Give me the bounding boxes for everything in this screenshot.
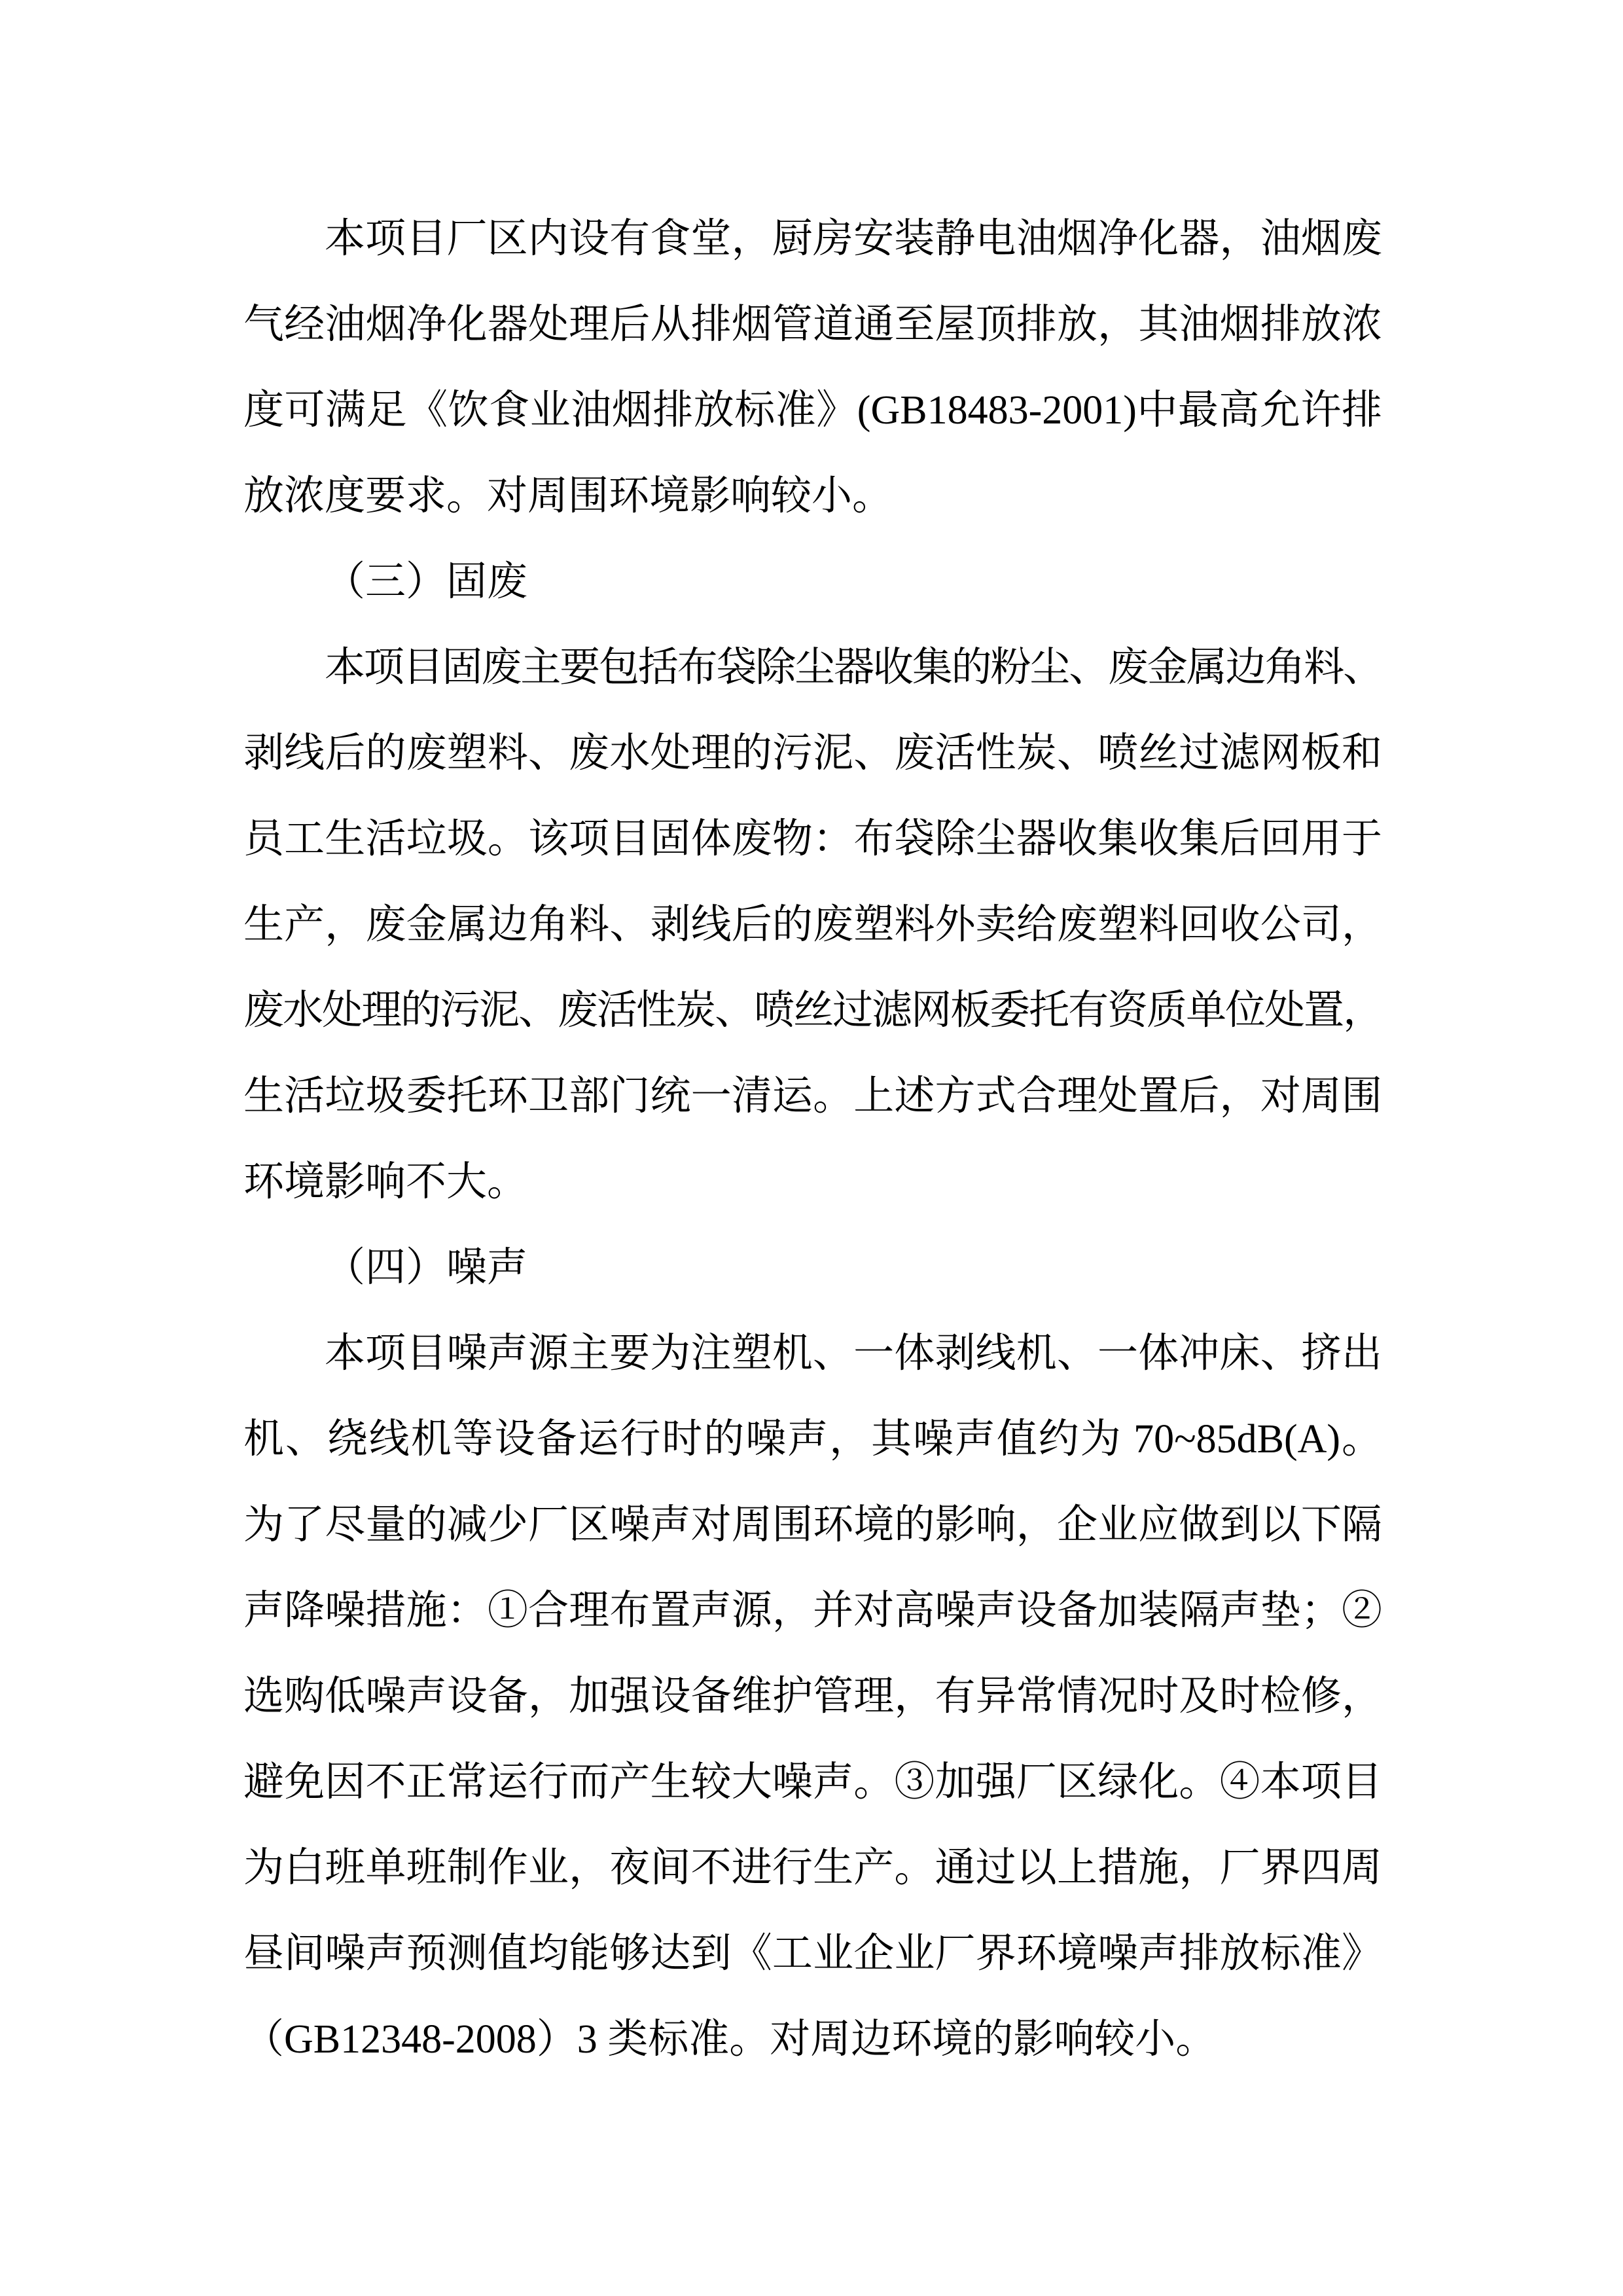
text-line: 为了尽量的减少厂区噪声对周围环境的影响，企业应做到以下隔 bbox=[243, 1503, 1382, 1547]
text-line: 选购低噪声设备，加强设备维护管理，有异常情况时及时检修， bbox=[243, 1674, 1382, 1719]
text-line: 为白班单班制作业，夜间不进行生产。通过以上措施，厂界四周 bbox=[243, 1846, 1382, 1890]
text-line: （GB12348-2008）3 类标准。对周边环境的影响较小。 bbox=[243, 2017, 1217, 2062]
text-line: 员工生活垃圾。该项目固体废物：布袋除尘器收集收集后回用于 bbox=[243, 817, 1382, 861]
section-heading: （四）噪声 bbox=[325, 1246, 528, 1290]
text-line: 剥线后的废塑料、废水处理的污泥、废活性炭、喷丝过滤网板和 bbox=[243, 731, 1382, 776]
text-line: 废水处理的污泥、废活性炭、喷丝过滤网板委托有资质单位处置， bbox=[243, 988, 1382, 1033]
text-line: 本项目厂区内设有食堂，厨房安装静电油烟净化器，油烟废 bbox=[325, 217, 1382, 261]
text-line: 声降噪措施：①合理布置声源，并对高噪声设备加装隔声垫；② bbox=[243, 1588, 1382, 1633]
section-heading: （三）固废 bbox=[325, 560, 528, 604]
text-line: 机、绕线机等设备运行时的噪声，其噪声值约为 70~85dB(A)。 bbox=[243, 1417, 1382, 1462]
text-line: 生活垃圾委托环卫部门统一清运。上述方式合理处置后，对周围 bbox=[243, 1074, 1382, 1119]
text-line: 生产，废金属边角料、剥线后的废塑料外卖给废塑料回收公司， bbox=[243, 903, 1382, 947]
text-line: 度可满足《饮食业油烟排放标准》(GB18483-2001)中最高允许排 bbox=[243, 388, 1382, 433]
text-line: 气经油烟净化器处理后从排烟管道通至屋顶排放，其油烟排放浓 bbox=[243, 302, 1382, 347]
text-line: 避免因不正常运行而产生较大噪声。③加强厂区绿化。④本项目 bbox=[243, 1760, 1382, 1804]
text-line: 放浓度要求。对周围环境影响较小。 bbox=[243, 474, 893, 518]
text-line: 本项目固废主要包括布袋除尘器收集的粉尘、废金属边角料、 bbox=[325, 645, 1382, 690]
document-text-block bbox=[243, 196, 1382, 2083]
text-line: 昼间噪声预测值均能够达到《工业企业厂界环境噪声排放标准》 bbox=[243, 1931, 1382, 1976]
text-line: 环境影响不大。 bbox=[243, 1160, 528, 1204]
text-line: 本项目噪声源主要为注塑机、一体剥线机、一体冲床、挤出 bbox=[325, 1331, 1382, 1376]
